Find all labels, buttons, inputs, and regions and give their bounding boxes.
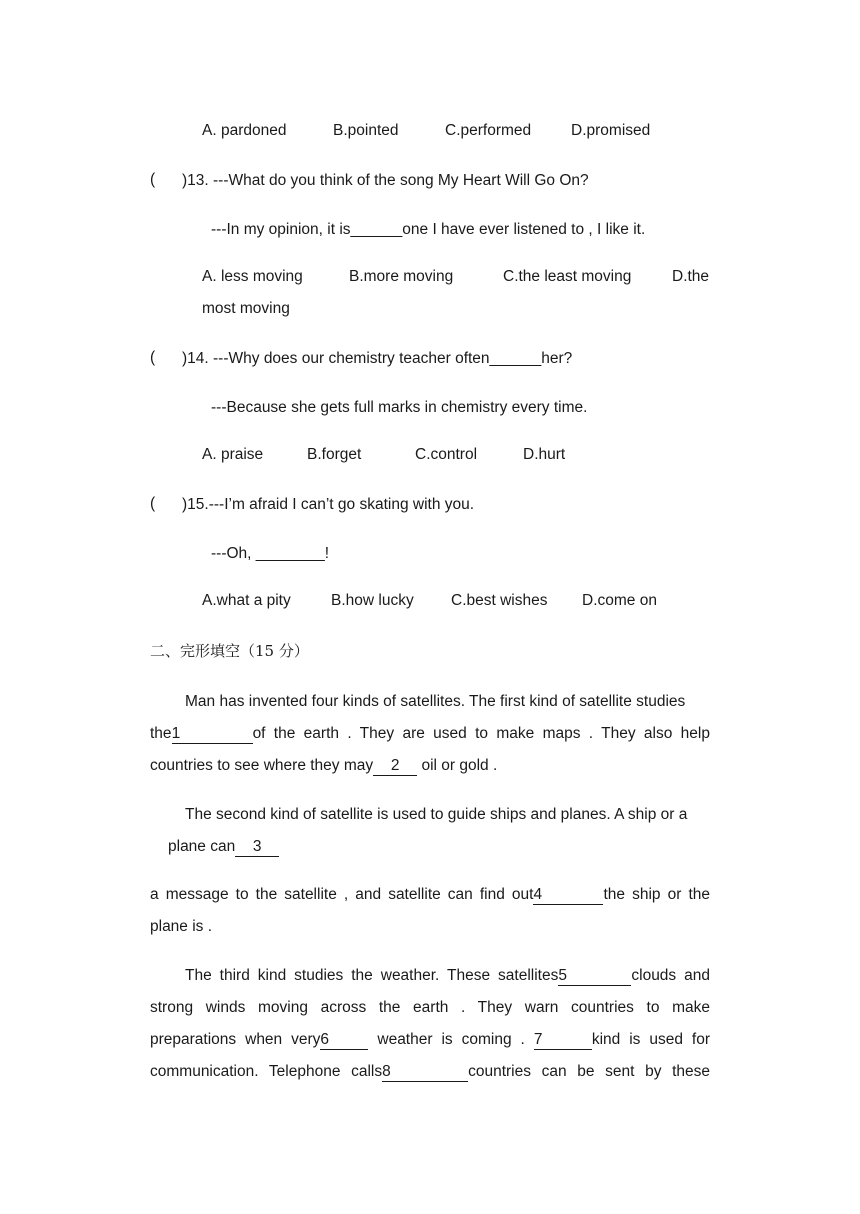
q13-question	[182, 171, 589, 191]
cloze-blank-4: 4	[533, 886, 603, 905]
q13-answer: ---In my opinion, it is______one I have ever listened to , I like it.	[211, 221, 646, 238]
cloze-blank-5: 5	[558, 967, 631, 986]
q13-blank: ______	[350, 221, 403, 238]
q15-answer: ---Oh, ________!	[211, 545, 330, 562]
q15-option-c: C.best wishes	[451, 592, 548, 609]
q13-option-a: A. less moving	[202, 268, 303, 285]
passage-p4-line4: communication. Telephone calls8 countries can be sent by these	[150, 1063, 710, 1080]
q14-option-b: B.forget	[307, 446, 362, 463]
q14-number: )14.	[182, 350, 209, 367]
passage-p3-line2: plane is .	[150, 918, 213, 935]
cloze-blank-2: 2	[373, 757, 417, 776]
q15-option-b: B.how lucky	[331, 592, 414, 609]
q14-answer: ---Because she gets full marks in chemistry every time.	[211, 399, 588, 416]
q13-bracket-open: (	[150, 171, 156, 188]
q13-number: )13.	[182, 172, 209, 189]
passage-p4-line1: The third kind studies the weather. These satellites5 clouds and	[185, 967, 710, 984]
q14-question: )14. ---Why does our chemistry teacher often______her?	[182, 350, 573, 367]
cloze-blank-1: 1	[172, 725, 253, 744]
q13-option-d-continued: most moving	[202, 300, 290, 317]
q12-option-d: D.promised	[571, 122, 651, 139]
cloze-blank-3: 3	[235, 838, 279, 857]
passage-p2-line2: plane can 3	[168, 837, 279, 857]
cloze-blank-7: 7	[534, 1031, 592, 1050]
q13-option-b: B.more moving	[349, 268, 454, 285]
cloze-blank-6: 6	[320, 1031, 368, 1050]
q12-option-a: A. pardoned	[202, 122, 287, 139]
passage-p1-line2: the1 of the earth . They are used to make maps . They also help	[150, 725, 710, 742]
q15-bracket-open: (	[150, 495, 156, 512]
q15-blank: ________	[255, 545, 325, 562]
passage-p1-line3: countries to see where they may 2 oil or gold .	[150, 757, 498, 774]
passage-p2-line1: The second kind of satellite is used to guide ships and planes. A ship or a	[185, 806, 688, 823]
q14-option-c: C.control	[415, 446, 478, 463]
q15-option-a: A.what a pity	[202, 592, 291, 609]
q13-option-d: D.the	[672, 268, 710, 285]
q15-option-d: D.come on	[582, 592, 657, 609]
passage-p1-line1: Man has invented four kinds of satellites. The first kind of satellite studies	[185, 693, 686, 710]
q13-option-c: C.the least moving	[503, 268, 632, 285]
q15-number: )15.	[182, 496, 209, 513]
q15-question: )15.---I’m afraid I can’t go skating with you.	[182, 496, 475, 513]
q14-option-a: A. praise	[202, 446, 264, 463]
q12-option-b: B.pointed	[333, 122, 399, 139]
passage-p4-line3: preparations when very6 weather is coming . 7 kind is used for	[150, 1031, 710, 1048]
q14-bracket-open: (	[150, 349, 156, 366]
passage-p3-line1: a message to the satellite , and satellite can find out4 the ship or the	[150, 886, 711, 903]
passage-p4-line2: strong winds moving across the earth . They warn countries to make	[150, 999, 710, 1016]
cloze-blank-8: 8	[382, 1063, 468, 1082]
q14-blank: ______	[489, 350, 542, 367]
q14-option-d: D.hurt	[523, 446, 566, 463]
q12-option-c: C.performed	[445, 122, 532, 139]
q13-text: ---What do you think of the song My Heart Will Go On?	[208, 172, 589, 189]
section-heading-cloze: 二、完形填空（15 分）	[150, 642, 309, 660]
